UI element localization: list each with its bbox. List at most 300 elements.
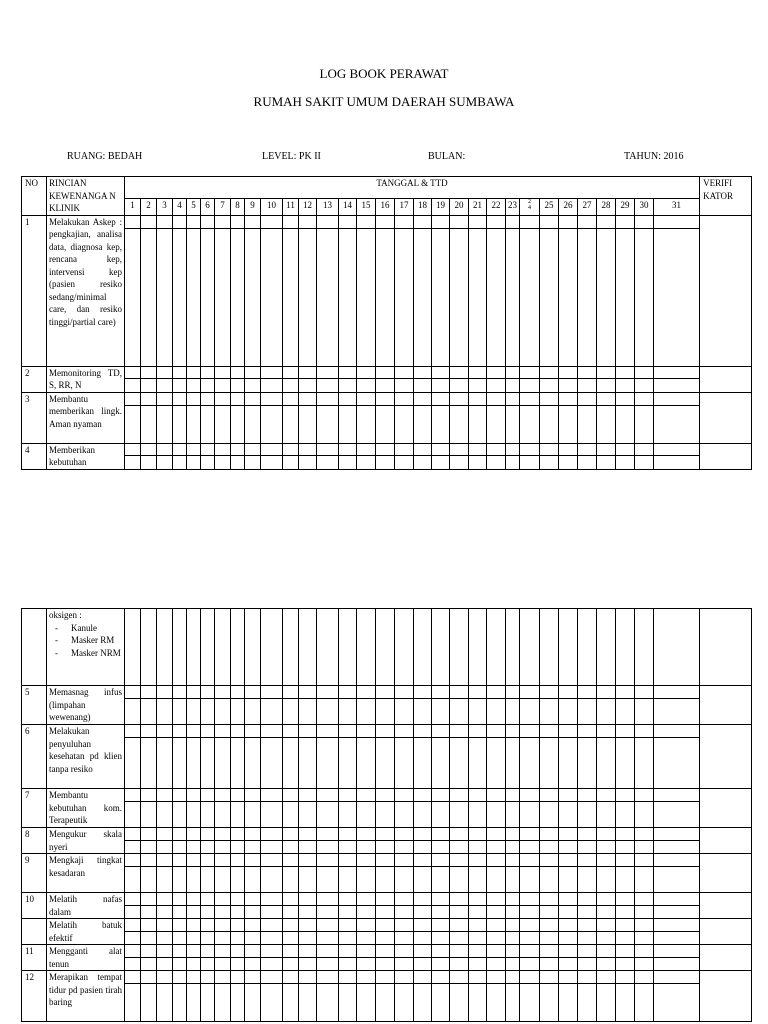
signature-cell[interactable] — [173, 392, 187, 405]
signature-cell[interactable] — [357, 932, 376, 945]
signature-cell[interactable] — [141, 841, 157, 854]
signature-cell[interactable] — [357, 789, 376, 802]
signature-cell[interactable] — [376, 893, 395, 906]
signature-cell[interactable] — [299, 392, 317, 405]
signature-cell[interactable] — [432, 971, 450, 984]
signature-cell[interactable] — [487, 789, 506, 802]
signature-cell[interactable] — [597, 906, 616, 919]
signature-cell[interactable] — [299, 725, 317, 738]
signature-cell[interactable] — [597, 984, 616, 1022]
signature-cell[interactable] — [654, 828, 700, 841]
signature-cell[interactable] — [540, 699, 559, 725]
signature-cell[interactable] — [616, 686, 635, 699]
signature-cell[interactable] — [487, 867, 506, 893]
signature-cell[interactable] — [317, 609, 339, 686]
signature-cell[interactable] — [376, 841, 395, 854]
signature-cell[interactable] — [357, 958, 376, 971]
signature-cell[interactable] — [187, 958, 201, 971]
signature-cell[interactable] — [376, 906, 395, 919]
signature-cell[interactable] — [559, 828, 578, 841]
signature-cell[interactable] — [245, 919, 261, 932]
signature-cell[interactable] — [231, 802, 245, 828]
signature-cell[interactable] — [261, 215, 283, 228]
signature-cell[interactable] — [635, 867, 654, 893]
signature-cell[interactable] — [450, 738, 469, 789]
signature-cell[interactable] — [450, 686, 469, 699]
signature-cell[interactable] — [616, 867, 635, 893]
signature-cell[interactable] — [597, 443, 616, 455]
signature-cell[interactable] — [245, 984, 261, 1022]
signature-cell[interactable] — [597, 854, 616, 867]
signature-cell[interactable] — [616, 725, 635, 738]
signature-cell[interactable] — [125, 738, 141, 789]
signature-cell[interactable] — [450, 828, 469, 841]
signature-cell[interactable] — [357, 455, 376, 469]
signature-cell[interactable] — [506, 867, 520, 893]
signature-cell[interactable] — [261, 932, 283, 945]
signature-cell[interactable] — [376, 738, 395, 789]
signature-cell[interactable] — [231, 945, 245, 958]
signature-cell[interactable] — [317, 699, 339, 725]
signature-cell[interactable] — [173, 609, 187, 686]
signature-cell[interactable] — [597, 945, 616, 958]
signature-cell[interactable] — [357, 725, 376, 738]
signature-cell[interactable] — [540, 725, 559, 738]
signature-cell[interactable] — [414, 867, 432, 893]
signature-cell[interactable] — [187, 854, 201, 867]
signature-cell[interactable] — [654, 958, 700, 971]
signature-cell[interactable] — [506, 945, 520, 958]
signature-cell[interactable] — [357, 984, 376, 1022]
signature-cell[interactable] — [261, 789, 283, 802]
signature-cell[interactable] — [339, 932, 357, 945]
signature-cell[interactable] — [261, 378, 283, 392]
signature-cell[interactable] — [432, 958, 450, 971]
signature-cell[interactable] — [125, 455, 141, 469]
signature-cell[interactable] — [506, 802, 520, 828]
signature-cell[interactable] — [506, 699, 520, 725]
signature-cell[interactable] — [187, 984, 201, 1022]
signature-cell[interactable] — [201, 215, 215, 228]
signature-cell[interactable] — [414, 455, 432, 469]
signature-cell[interactable] — [578, 609, 597, 686]
signature-cell[interactable] — [578, 971, 597, 984]
signature-cell[interactable] — [299, 828, 317, 841]
signature-cell[interactable] — [201, 378, 215, 392]
signature-cell[interactable] — [616, 455, 635, 469]
signature-cell[interactable] — [125, 893, 141, 906]
signature-cell[interactable] — [469, 366, 487, 378]
signature-cell[interactable] — [540, 228, 559, 366]
signature-cell[interactable] — [469, 854, 487, 867]
signature-cell[interactable] — [432, 854, 450, 867]
signature-cell[interactable] — [559, 893, 578, 906]
signature-cell[interactable] — [261, 984, 283, 1022]
signature-cell[interactable] — [299, 738, 317, 789]
signature-cell[interactable] — [616, 841, 635, 854]
signature-cell[interactable] — [173, 455, 187, 469]
signature-cell[interactable] — [125, 789, 141, 802]
signature-cell[interactable] — [559, 958, 578, 971]
signature-cell[interactable] — [125, 725, 141, 738]
signature-cell[interactable] — [317, 945, 339, 958]
signature-cell[interactable] — [173, 984, 187, 1022]
signature-cell[interactable] — [157, 919, 173, 932]
signature-cell[interactable] — [339, 392, 357, 405]
signature-cell[interactable] — [487, 802, 506, 828]
signature-cell[interactable] — [654, 699, 700, 725]
signature-cell[interactable] — [578, 725, 597, 738]
signature-cell[interactable] — [173, 945, 187, 958]
signature-cell[interactable] — [173, 919, 187, 932]
signature-cell[interactable] — [597, 919, 616, 932]
signature-cell[interactable] — [317, 443, 339, 455]
signature-cell[interactable] — [414, 228, 432, 366]
signature-cell[interactable] — [414, 686, 432, 699]
signature-cell[interactable] — [317, 841, 339, 854]
signature-cell[interactable] — [261, 971, 283, 984]
signature-cell[interactable] — [157, 738, 173, 789]
signature-cell[interactable] — [141, 392, 157, 405]
signature-cell[interactable] — [654, 984, 700, 1022]
signature-cell[interactable] — [432, 789, 450, 802]
signature-cell[interactable] — [654, 867, 700, 893]
signature-cell[interactable] — [201, 443, 215, 455]
signature-cell[interactable] — [635, 841, 654, 854]
signature-cell[interactable] — [157, 854, 173, 867]
signature-cell[interactable] — [559, 366, 578, 378]
signature-cell[interactable] — [339, 609, 357, 686]
signature-cell[interactable] — [487, 841, 506, 854]
signature-cell[interactable] — [616, 906, 635, 919]
verifikator-cell[interactable] — [700, 789, 752, 828]
signature-cell[interactable] — [299, 215, 317, 228]
signature-cell[interactable] — [450, 919, 469, 932]
signature-cell[interactable] — [299, 699, 317, 725]
signature-cell[interactable] — [540, 455, 559, 469]
signature-cell[interactable] — [339, 945, 357, 958]
signature-cell[interactable] — [245, 854, 261, 867]
signature-cell[interactable] — [520, 854, 540, 867]
signature-cell[interactable] — [245, 802, 261, 828]
signature-cell[interactable] — [141, 455, 157, 469]
verifikator-cell[interactable] — [700, 443, 752, 469]
signature-cell[interactable] — [414, 958, 432, 971]
signature-cell[interactable] — [215, 919, 231, 932]
signature-cell[interactable] — [231, 215, 245, 228]
signature-cell[interactable] — [578, 867, 597, 893]
signature-cell[interactable] — [395, 971, 414, 984]
signature-cell[interactable] — [231, 609, 245, 686]
signature-cell[interactable] — [578, 699, 597, 725]
signature-cell[interactable] — [597, 789, 616, 802]
signature-cell[interactable] — [141, 867, 157, 893]
signature-cell[interactable] — [616, 919, 635, 932]
signature-cell[interactable] — [559, 686, 578, 699]
signature-cell[interactable] — [376, 405, 395, 443]
signature-cell[interactable] — [215, 699, 231, 725]
signature-cell[interactable] — [125, 841, 141, 854]
signature-cell[interactable] — [597, 828, 616, 841]
signature-cell[interactable] — [506, 906, 520, 919]
signature-cell[interactable] — [201, 686, 215, 699]
signature-cell[interactable] — [376, 919, 395, 932]
signature-cell[interactable] — [339, 699, 357, 725]
signature-cell[interactable] — [231, 906, 245, 919]
signature-cell[interactable] — [357, 919, 376, 932]
signature-cell[interactable] — [559, 854, 578, 867]
signature-cell[interactable] — [317, 984, 339, 1022]
signature-cell[interactable] — [540, 392, 559, 405]
signature-cell[interactable] — [559, 802, 578, 828]
signature-cell[interactable] — [357, 945, 376, 958]
signature-cell[interactable] — [559, 378, 578, 392]
signature-cell[interactable] — [376, 828, 395, 841]
signature-cell[interactable] — [157, 699, 173, 725]
signature-cell[interactable] — [201, 828, 215, 841]
signature-cell[interactable] — [283, 378, 299, 392]
signature-cell[interactable] — [261, 228, 283, 366]
signature-cell[interactable] — [283, 215, 299, 228]
signature-cell[interactable] — [317, 867, 339, 893]
signature-cell[interactable] — [231, 932, 245, 945]
signature-cell[interactable] — [317, 738, 339, 789]
signature-cell[interactable] — [231, 919, 245, 932]
signature-cell[interactable] — [414, 699, 432, 725]
signature-cell[interactable] — [597, 609, 616, 686]
signature-cell[interactable] — [559, 405, 578, 443]
signature-cell[interactable] — [231, 686, 245, 699]
signature-cell[interactable] — [597, 686, 616, 699]
signature-cell[interactable] — [635, 971, 654, 984]
signature-cell[interactable] — [506, 893, 520, 906]
signature-cell[interactable] — [187, 405, 201, 443]
signature-cell[interactable] — [578, 789, 597, 802]
signature-cell[interactable] — [635, 919, 654, 932]
signature-cell[interactable] — [357, 405, 376, 443]
signature-cell[interactable] — [245, 443, 261, 455]
signature-cell[interactable] — [395, 919, 414, 932]
signature-cell[interactable] — [654, 686, 700, 699]
signature-cell[interactable] — [487, 854, 506, 867]
signature-cell[interactable] — [520, 867, 540, 893]
signature-cell[interactable] — [201, 867, 215, 893]
signature-cell[interactable] — [487, 738, 506, 789]
signature-cell[interactable] — [339, 854, 357, 867]
signature-cell[interactable] — [395, 455, 414, 469]
signature-cell[interactable] — [173, 854, 187, 867]
signature-cell[interactable] — [432, 228, 450, 366]
signature-cell[interactable] — [540, 802, 559, 828]
signature-cell[interactable] — [432, 932, 450, 945]
signature-cell[interactable] — [520, 919, 540, 932]
signature-cell[interactable] — [635, 906, 654, 919]
signature-cell[interactable] — [357, 738, 376, 789]
signature-cell[interactable] — [414, 392, 432, 405]
signature-cell[interactable] — [376, 378, 395, 392]
signature-cell[interactable] — [125, 906, 141, 919]
signature-cell[interactable] — [299, 366, 317, 378]
signature-cell[interactable] — [654, 802, 700, 828]
signature-cell[interactable] — [157, 366, 173, 378]
signature-cell[interactable] — [157, 802, 173, 828]
signature-cell[interactable] — [469, 984, 487, 1022]
signature-cell[interactable] — [141, 828, 157, 841]
signature-cell[interactable] — [141, 789, 157, 802]
signature-cell[interactable] — [339, 893, 357, 906]
signature-cell[interactable] — [125, 699, 141, 725]
signature-cell[interactable] — [141, 984, 157, 1022]
signature-cell[interactable] — [299, 958, 317, 971]
signature-cell[interactable] — [125, 609, 141, 686]
signature-cell[interactable] — [231, 366, 245, 378]
signature-cell[interactable] — [201, 906, 215, 919]
signature-cell[interactable] — [414, 893, 432, 906]
signature-cell[interactable] — [376, 984, 395, 1022]
signature-cell[interactable] — [141, 906, 157, 919]
signature-cell[interactable] — [469, 686, 487, 699]
signature-cell[interactable] — [339, 906, 357, 919]
signature-cell[interactable] — [469, 932, 487, 945]
signature-cell[interactable] — [357, 443, 376, 455]
signature-cell[interactable] — [245, 699, 261, 725]
signature-cell[interactable] — [469, 738, 487, 789]
signature-cell[interactable] — [231, 867, 245, 893]
signature-cell[interactable] — [578, 405, 597, 443]
signature-cell[interactable] — [635, 958, 654, 971]
signature-cell[interactable] — [469, 699, 487, 725]
signature-cell[interactable] — [395, 854, 414, 867]
signature-cell[interactable] — [283, 841, 299, 854]
signature-cell[interactable] — [261, 802, 283, 828]
signature-cell[interactable] — [339, 738, 357, 789]
signature-cell[interactable] — [299, 841, 317, 854]
signature-cell[interactable] — [376, 443, 395, 455]
signature-cell[interactable] — [540, 984, 559, 1022]
signature-cell[interactable] — [395, 725, 414, 738]
signature-cell[interactable] — [654, 932, 700, 945]
signature-cell[interactable] — [317, 919, 339, 932]
signature-cell[interactable] — [578, 228, 597, 366]
signature-cell[interactable] — [432, 455, 450, 469]
signature-cell[interactable] — [187, 686, 201, 699]
signature-cell[interactable] — [597, 867, 616, 893]
signature-cell[interactable] — [187, 443, 201, 455]
signature-cell[interactable] — [157, 215, 173, 228]
signature-cell[interactable] — [299, 455, 317, 469]
signature-cell[interactable] — [357, 906, 376, 919]
signature-cell[interactable] — [261, 919, 283, 932]
signature-cell[interactable] — [283, 945, 299, 958]
signature-cell[interactable] — [125, 867, 141, 893]
signature-cell[interactable] — [635, 609, 654, 686]
signature-cell[interactable] — [414, 971, 432, 984]
signature-cell[interactable] — [578, 958, 597, 971]
signature-cell[interactable] — [395, 984, 414, 1022]
signature-cell[interactable] — [201, 405, 215, 443]
signature-cell[interactable] — [616, 405, 635, 443]
signature-cell[interactable] — [299, 932, 317, 945]
signature-cell[interactable] — [339, 958, 357, 971]
signature-cell[interactable] — [616, 945, 635, 958]
signature-cell[interactable] — [231, 725, 245, 738]
signature-cell[interactable] — [414, 789, 432, 802]
signature-cell[interactable] — [540, 945, 559, 958]
signature-cell[interactable] — [578, 366, 597, 378]
signature-cell[interactable] — [635, 392, 654, 405]
signature-cell[interactable] — [616, 443, 635, 455]
signature-cell[interactable] — [654, 893, 700, 906]
signature-cell[interactable] — [616, 971, 635, 984]
signature-cell[interactable] — [173, 867, 187, 893]
signature-cell[interactable] — [299, 686, 317, 699]
signature-cell[interactable] — [635, 366, 654, 378]
signature-cell[interactable] — [540, 405, 559, 443]
signature-cell[interactable] — [578, 919, 597, 932]
signature-cell[interactable] — [469, 945, 487, 958]
signature-cell[interactable] — [520, 984, 540, 1022]
signature-cell[interactable] — [487, 945, 506, 958]
signature-cell[interactable] — [187, 366, 201, 378]
signature-cell[interactable] — [215, 854, 231, 867]
signature-cell[interactable] — [635, 725, 654, 738]
signature-cell[interactable] — [125, 215, 141, 228]
signature-cell[interactable] — [245, 906, 261, 919]
signature-cell[interactable] — [520, 958, 540, 971]
signature-cell[interactable] — [506, 789, 520, 802]
signature-cell[interactable] — [141, 725, 157, 738]
signature-cell[interactable] — [261, 392, 283, 405]
signature-cell[interactable] — [414, 405, 432, 443]
signature-cell[interactable] — [245, 738, 261, 789]
signature-cell[interactable] — [469, 725, 487, 738]
signature-cell[interactable] — [187, 215, 201, 228]
signature-cell[interactable] — [283, 867, 299, 893]
verifikator-cell[interactable] — [700, 609, 752, 686]
signature-cell[interactable] — [414, 945, 432, 958]
signature-cell[interactable] — [339, 828, 357, 841]
signature-cell[interactable] — [450, 392, 469, 405]
signature-cell[interactable] — [395, 802, 414, 828]
signature-cell[interactable] — [141, 932, 157, 945]
signature-cell[interactable] — [245, 971, 261, 984]
signature-cell[interactable] — [187, 971, 201, 984]
signature-cell[interactable] — [283, 686, 299, 699]
signature-cell[interactable] — [395, 405, 414, 443]
signature-cell[interactable] — [414, 919, 432, 932]
signature-cell[interactable] — [432, 906, 450, 919]
signature-cell[interactable] — [432, 802, 450, 828]
signature-cell[interactable] — [141, 686, 157, 699]
signature-cell[interactable] — [506, 841, 520, 854]
signature-cell[interactable] — [654, 945, 700, 958]
signature-cell[interactable] — [231, 828, 245, 841]
signature-cell[interactable] — [157, 789, 173, 802]
signature-cell[interactable] — [559, 932, 578, 945]
verifikator-cell[interactable] — [700, 828, 752, 854]
signature-cell[interactable] — [261, 906, 283, 919]
signature-cell[interactable] — [395, 906, 414, 919]
signature-cell[interactable] — [540, 366, 559, 378]
signature-cell[interactable] — [141, 919, 157, 932]
signature-cell[interactable] — [339, 455, 357, 469]
signature-cell[interactable] — [201, 228, 215, 366]
signature-cell[interactable] — [487, 405, 506, 443]
signature-cell[interactable] — [487, 392, 506, 405]
signature-cell[interactable] — [395, 366, 414, 378]
signature-cell[interactable] — [245, 228, 261, 366]
signature-cell[interactable] — [201, 893, 215, 906]
